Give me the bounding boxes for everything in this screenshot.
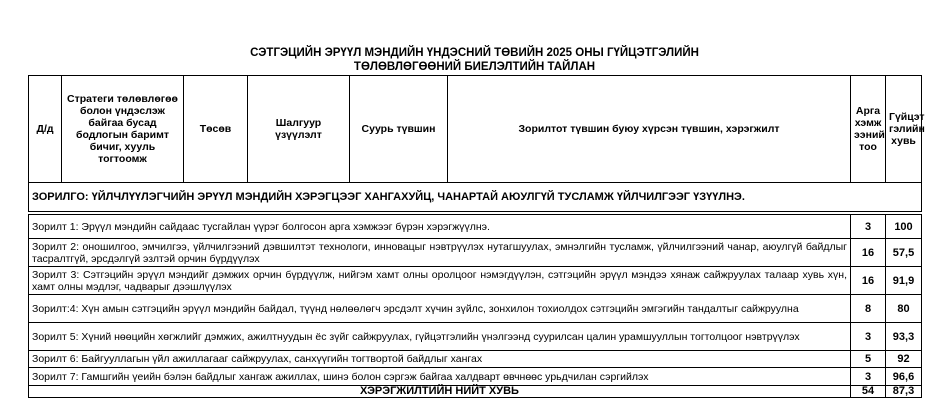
activity-count: 5 xyxy=(851,351,886,368)
activity-count: 8 xyxy=(851,295,886,323)
header-budget: Төсөв xyxy=(184,76,248,183)
table-row xyxy=(29,267,922,295)
completion-percent: 96,6 xyxy=(886,368,922,386)
objective-text: Зорилт 2: оношилгоо, эмчилгээ, үйлчилгээний дэвшилтэт технологи, инновацыг нэвтрүүлэх нутагшуулах, эмнэлгийн тусламж, үйлчилгээний чанар, аюулгүй байдлыг тасралтгүй, эрсдэлгүй эзлтэй орчин бүрдүүлэх xyxy=(29,239,851,267)
table-row xyxy=(29,295,922,323)
report-title-line1: СЭТГЭЦИЙН ЭРҮҮЛ МЭНДИЙН ҮНДЭСНИЙ ТӨВИЙН 2025 ОНЫ ГҮЙЦЭТГЭЛИЙН xyxy=(250,47,699,59)
report-title-line2: ТӨЛӨВЛӨГӨӨНИЙ БИЕЛЭЛТИЙН ТАЙЛАН xyxy=(353,61,596,73)
activity-count: 16 xyxy=(851,267,886,295)
completion-percent: 92 xyxy=(886,351,922,368)
objective-text: Зорилт 7: Гамшгийн үеийн бэлэн байдлыг хангаж ажиллах, шинэ болон сэргэж байгаа халдварт өвчнөөс урьдчилан сэргийлэх xyxy=(29,368,851,386)
header-indicator: Шалгуур үзүүлэлт xyxy=(248,76,350,183)
activity-count: 3 xyxy=(851,323,886,351)
objective-text: Зорилт:4: Хүн амын сэтгэцийн эрүүл мэндийн байдал, түүнд нөлөөлөгч эрсдэлт хүчин зүйлс, зонхилон тохиолдох сэтгэцийн эмгэгийн тандалтыг сайжруулна xyxy=(29,295,851,323)
header-completion-percent: Гүйцэт гэлийн хувь xyxy=(886,76,922,183)
completion-percent: 91,9 xyxy=(886,267,922,295)
table-row xyxy=(29,215,922,239)
table-row xyxy=(29,351,922,368)
total-activity-count: 54 xyxy=(851,386,886,398)
objective-text: Зорилт 6: Байгууллагын үйл ажиллагааг сайжруулах, санхүүгийн тогтвортой байдлыг хангах xyxy=(29,351,851,368)
total-row xyxy=(29,386,922,398)
activity-count: 3 xyxy=(851,215,886,239)
table-row xyxy=(29,368,922,386)
goal-text: ЗОРИЛГО: ҮЙЛЧЛҮҮЛЭГЧИЙН ЭРҮҮЛ МЭНДИЙН ХЭРЭГЦЭЭГ ХАНГАХУЙЦ, ЧАНАРТАЙ АЮУЛГҮЙ ТУСЛАМЖ ҮЙЛЧИЛГЭЭГ ҮЗҮҮЛНЭ. xyxy=(29,183,922,212)
objective-text: Зорилт 1: Эрүүл мэндийн сайдаас тусгайлан үүрэг болгосон арга хэмжээг бүрэн хэрэгжүүлнэ. xyxy=(29,215,851,239)
activity-count: 16 xyxy=(851,239,886,267)
completion-percent: 57,5 xyxy=(886,239,922,267)
report-table xyxy=(28,75,925,398)
header-index: Д/д xyxy=(29,76,62,183)
total-completion-percent: 87,3 xyxy=(886,386,922,398)
activity-count: 3 xyxy=(851,368,886,386)
completion-percent: 80 xyxy=(886,295,922,323)
completion-percent: 100 xyxy=(886,215,922,239)
header-strategy: Стратеги төлөвлөгөө болон үндэслэж байгаа бусад бодлогын баримт бичиг, хууль тогтоомж xyxy=(62,76,184,183)
goal-row xyxy=(29,183,922,212)
objective-text: Зорилт 3: Сэтгэцийн эрүүл мэндийг дэмжих орчин бүрдүүлж, нийгэм хамт олны оролцоог нэмэгдүүлэн, сэтгэцийн эрүүл мэндээ хянаж сайжруулах талаар хувь хүн, хамт олны мэдлэг, чадварыг дээшлүүлэх xyxy=(29,267,851,295)
table-row xyxy=(29,323,922,351)
total-label: ХЭРЭГЖИЛТИЙН НИЙТ ХУВЬ xyxy=(29,386,851,398)
table-row xyxy=(29,239,922,267)
header-row xyxy=(29,76,922,183)
objective-text: Зорилт 5: Хүний нөөцийн хөгжлийг дэмжих, ажилтнуудын ёс зүйг сайжруулах, гүйцэтгэлийн үнэлгээнд суурилсан цалин урамшууллын тогтолцоог нэвтрүүлэх xyxy=(29,323,851,351)
header-target: Зорилтот түвшин буюу хүрсэн түвшин, хэрэгжилт xyxy=(448,76,851,183)
completion-percent: 93,3 xyxy=(886,323,922,351)
header-baseline: Суурь түвшин xyxy=(350,76,448,183)
header-activity-count: Арга хэмж ээний тоо xyxy=(851,76,886,183)
